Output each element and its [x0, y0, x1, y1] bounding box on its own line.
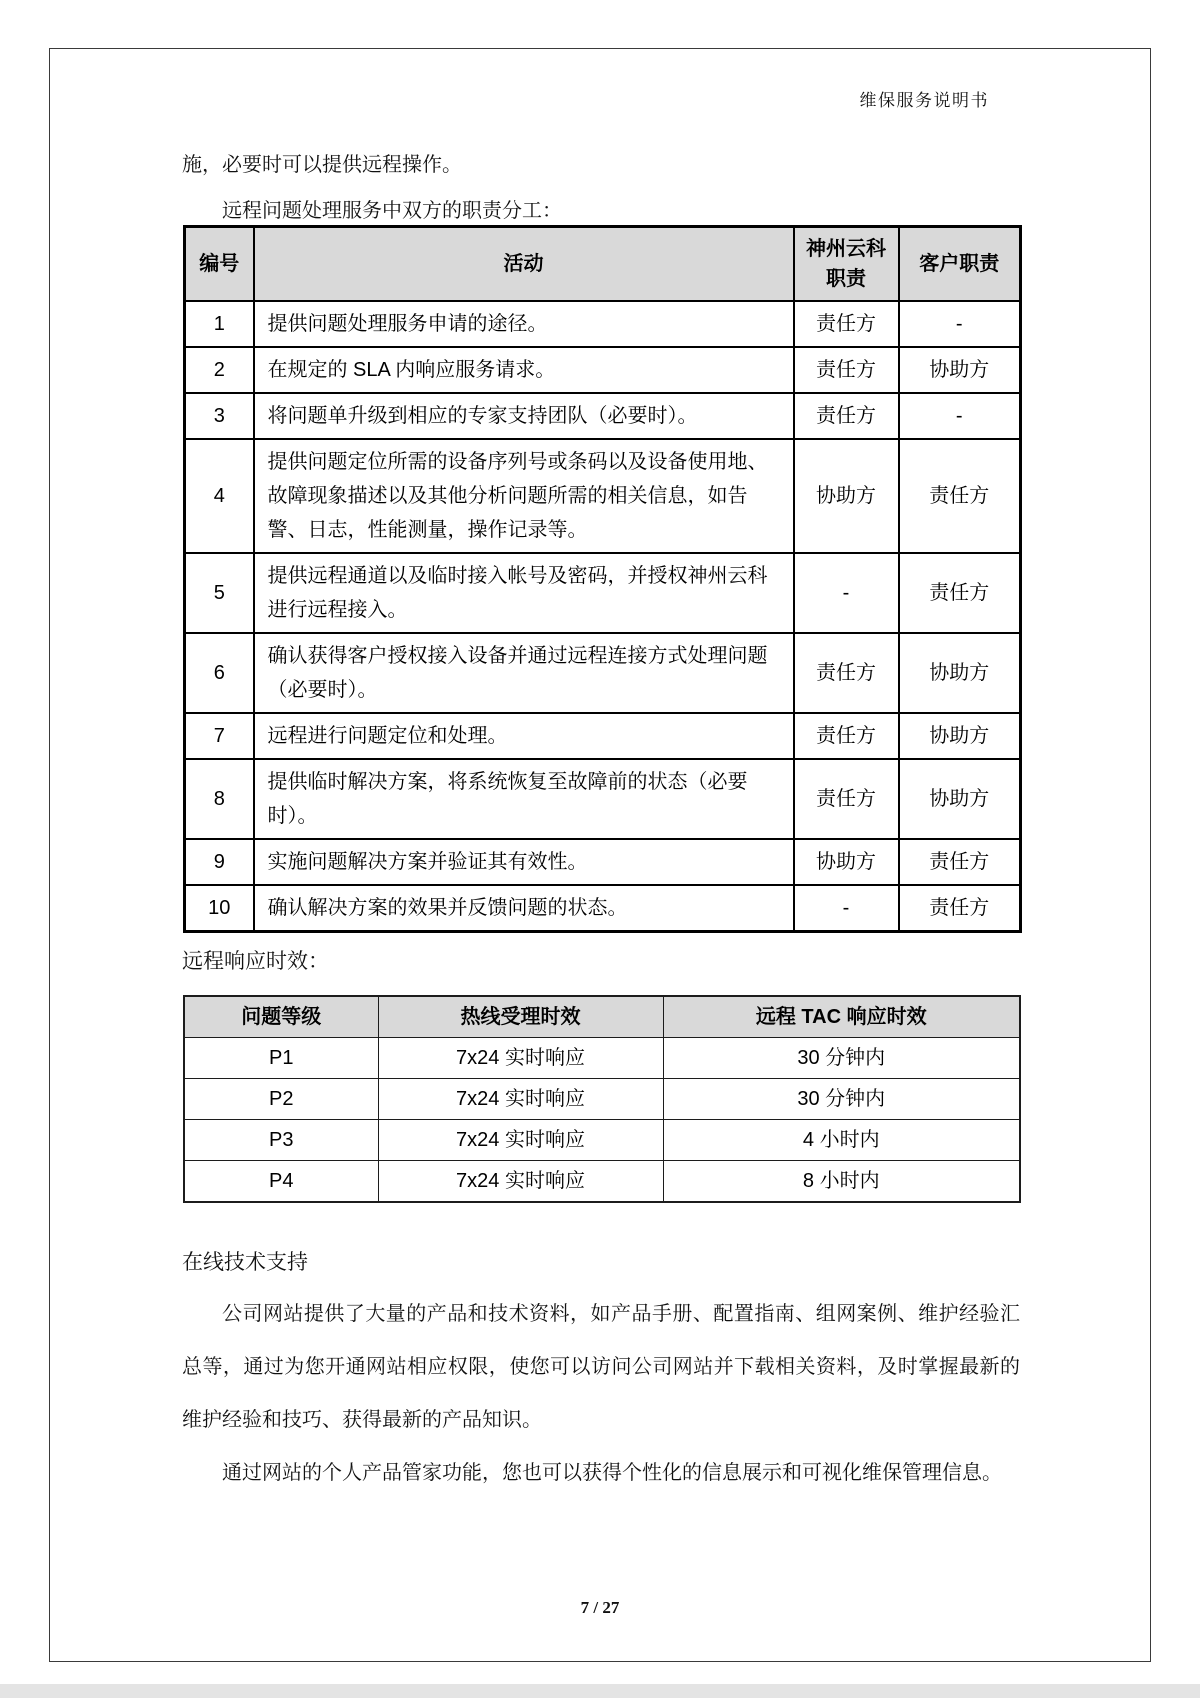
table-row	[184, 1161, 1020, 1203]
row-no: 10	[185, 885, 254, 932]
table-row	[185, 885, 1021, 932]
column-header-tac: 远程 TAC 响应时效	[663, 996, 1020, 1038]
row-no: 4	[185, 439, 254, 553]
row-no: 6	[185, 633, 254, 713]
column-header-activity: 活动	[254, 227, 794, 302]
table-row	[185, 713, 1021, 759]
row-hotline: 7x24 实时响应	[378, 1161, 663, 1203]
column-header-customer: 客户职责	[899, 227, 1021, 302]
row-hotline: 7x24 实时响应	[378, 1079, 663, 1120]
row-tac: 4 小时内	[663, 1120, 1020, 1161]
column-header-vendor: 神州云科职责	[794, 227, 899, 302]
table-row	[185, 347, 1021, 393]
table-header-row	[185, 227, 1021, 302]
row-customer-role: 协助方	[899, 713, 1021, 759]
row-vendor-role: 责任方	[794, 347, 899, 393]
page-number: 7 / 27	[580, 1598, 620, 1617]
row-customer-role: 协助方	[899, 633, 1021, 713]
page-edge-strip	[0, 1684, 1200, 1698]
row-level: P4	[184, 1161, 378, 1203]
row-activity: 确认获得客户授权接入设备并通过远程连接方式处理问题（必要时）。	[254, 633, 794, 713]
row-vendor-role: 责任方	[794, 759, 899, 839]
row-vendor-role: 责任方	[794, 633, 899, 713]
row-activity: 在规定的 SLA 内响应服务请求。	[254, 347, 794, 393]
row-vendor-role: -	[794, 553, 899, 633]
row-no: 3	[185, 393, 254, 439]
row-customer-role: 协助方	[899, 347, 1021, 393]
column-header-no: 编号	[185, 227, 254, 302]
row-customer-role: 责任方	[899, 839, 1021, 885]
row-activity: 提供远程通道以及临时接入帐号及密码，并授权神州云科进行远程接入。	[254, 553, 794, 633]
responsibility-table	[183, 225, 1022, 933]
response-time-table	[183, 995, 1021, 1203]
row-activity: 提供临时解决方案，将系统恢复至故障前的状态（必要时）。	[254, 759, 794, 839]
online-support-heading: 在线技术支持	[182, 1251, 308, 1274]
row-activity: 实施问题解决方案并验证其有效性。	[254, 839, 794, 885]
row-level: P3	[184, 1120, 378, 1161]
response-time-label: 远程响应时效：	[182, 950, 329, 973]
document-header-title: 维保服务说明书	[859, 91, 989, 110]
row-hotline: 7x24 实时响应	[378, 1038, 663, 1079]
online-support-paragraphs	[182, 1288, 1020, 1500]
row-customer-role: -	[899, 301, 1021, 347]
table-row	[184, 1120, 1020, 1161]
online-support-paragraph-2: 通过网站的个人产品管家功能，您也可以获得个性化的信息展示和可视化维保管理信息。	[222, 1462, 1002, 1484]
row-hotline: 7x24 实时响应	[378, 1120, 663, 1161]
row-activity: 确认解决方案的效果并反馈问题的状态。	[254, 885, 794, 932]
table-row	[185, 393, 1021, 439]
row-no: 8	[185, 759, 254, 839]
table-row	[185, 839, 1021, 885]
row-activity: 将问题单升级到相应的专家支持团队（必要时）。	[254, 393, 794, 439]
row-level: P2	[184, 1079, 378, 1120]
row-tac: 8 小时内	[663, 1161, 1020, 1203]
row-customer-role: 责任方	[899, 439, 1021, 553]
row-tac: 30 分钟内	[663, 1038, 1020, 1079]
row-customer-role: 责任方	[899, 553, 1021, 633]
row-vendor-role: 责任方	[794, 301, 899, 347]
row-level: P1	[184, 1038, 378, 1079]
row-no: 2	[185, 347, 254, 393]
column-header-level: 问题等级	[184, 996, 378, 1038]
table-row	[185, 759, 1021, 839]
row-customer-role: 协助方	[899, 759, 1021, 839]
row-customer-role: -	[899, 393, 1021, 439]
online-support-paragraph-1: 公司网站提供了大量的产品和技术资料，如产品手册、配置指南、组网案例、维护经验汇总等，通过为您开通网站相应权限，使您可以访问公司网站并下载相关资料，及时掌握最新的维护经验和技巧、获得最新的产品知识。	[182, 1303, 1020, 1431]
table-row	[185, 439, 1021, 553]
row-no: 9	[185, 839, 254, 885]
intro-paragraph: 施，必要时可以提供远程操作。	[182, 154, 462, 176]
row-vendor-role: 责任方	[794, 393, 899, 439]
row-no: 1	[185, 301, 254, 347]
row-activity: 远程进行问题定位和处理。	[254, 713, 794, 759]
row-no: 7	[185, 713, 254, 759]
row-vendor-role: 责任方	[794, 713, 899, 759]
row-activity: 提供问题定位所需的设备序列号或条码以及设备使用地、故障现象描述以及其他分析问题所需的相关信息，如告警、日志，性能测量，操作记录等。	[254, 439, 794, 553]
row-vendor-role: 协助方	[794, 439, 899, 553]
row-customer-role: 责任方	[899, 885, 1021, 932]
table-row	[185, 553, 1021, 633]
responsibility-table-caption: 远程问题处理服务中双方的职责分工：	[222, 200, 562, 222]
table-row	[185, 301, 1021, 347]
row-no: 5	[185, 553, 254, 633]
row-vendor-role: 协助方	[794, 839, 899, 885]
row-vendor-role: -	[794, 885, 899, 932]
row-tac: 30 分钟内	[663, 1079, 1020, 1120]
table-row	[185, 633, 1021, 713]
column-header-hotline: 热线受理时效	[378, 996, 663, 1038]
table-row	[184, 1038, 1020, 1079]
row-activity: 提供问题处理服务申请的途径。	[254, 301, 794, 347]
table-row	[184, 1079, 1020, 1120]
table-header-row	[184, 996, 1020, 1038]
